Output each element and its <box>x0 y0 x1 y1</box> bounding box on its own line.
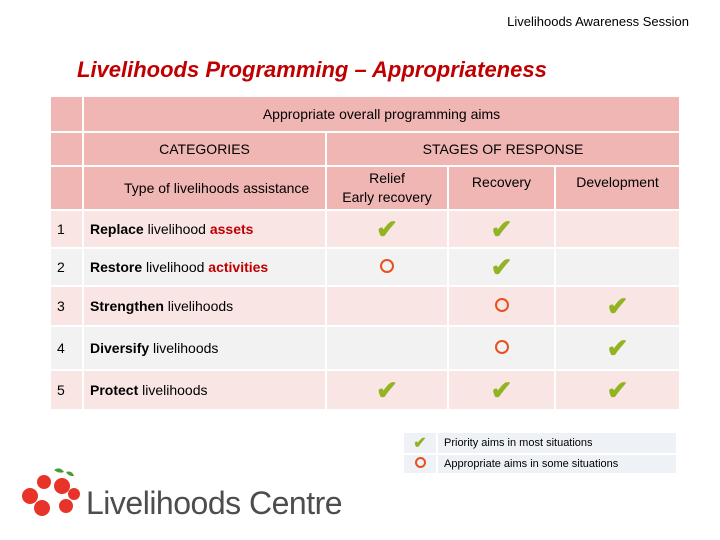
category-verb: Protect <box>90 382 139 398</box>
legend-tick-cell <box>404 433 436 453</box>
category-highlight: activities <box>208 259 269 275</box>
stage-cell <box>327 371 447 409</box>
categories-header: CATEGORIES <box>84 133 325 165</box>
stage-cell <box>556 211 679 247</box>
row-category <box>84 327 325 369</box>
legend-priority-label: Priority aims in most situations <box>438 433 676 453</box>
check-icon: ✔ <box>490 214 513 244</box>
row-category <box>84 249 325 285</box>
category-text: livelihood <box>143 221 210 237</box>
table-row <box>51 211 679 247</box>
row-number: 5 <box>51 371 82 409</box>
legend-appropriate-label: Appropriate aims in some situations <box>438 455 676 473</box>
logo-text: Livelihoods Centre <box>86 485 343 521</box>
type-header: Type of livelihoods assistance <box>84 167 325 209</box>
check-icon: ✔ <box>490 252 513 282</box>
stage-cell <box>449 327 554 369</box>
circle-icon <box>415 457 426 468</box>
row-number: 2 <box>51 249 82 285</box>
row-number: 1 <box>51 211 82 247</box>
check-icon: ✔ <box>490 375 513 405</box>
row-category <box>84 287 325 325</box>
category-verb: Replace <box>90 221 144 237</box>
stage-cell <box>449 211 554 247</box>
stage-development-header: Development <box>556 167 679 209</box>
row-number: 4 <box>51 327 82 369</box>
stage-cell <box>556 249 679 285</box>
row-number: 3 <box>51 287 82 325</box>
category-verb: Diversify <box>90 340 150 356</box>
check-icon: ✔ <box>606 291 629 321</box>
category-text: livelihood <box>142 259 209 275</box>
table-row <box>51 287 679 325</box>
stage-relief-header <box>327 167 447 209</box>
category-text: livelihoods <box>163 298 234 314</box>
aims-header: Appropriate overall programming aims <box>84 97 679 131</box>
check-icon: ✔ <box>606 375 629 405</box>
stage-cell <box>327 287 447 325</box>
session-label: Livelihoods Awareness Session <box>507 14 689 29</box>
stage-cell <box>327 327 447 369</box>
circle-icon <box>380 259 394 273</box>
table-row <box>51 327 679 369</box>
corner-cell <box>51 133 82 165</box>
stage-relief-label: Relief <box>369 170 405 186</box>
circle-icon <box>495 298 509 312</box>
legend <box>402 431 678 475</box>
stage-cell <box>449 371 554 409</box>
check-icon: ✔ <box>606 333 629 363</box>
row-category <box>84 371 325 409</box>
stage-cell <box>556 371 679 409</box>
category-verb: Restore <box>90 259 143 275</box>
appropriateness-table <box>49 95 681 411</box>
circle-icon <box>495 340 509 354</box>
stage-recovery-header: Recovery <box>449 167 554 209</box>
stage-cell <box>327 249 447 285</box>
stage-cell <box>556 327 679 369</box>
row-category <box>84 211 325 247</box>
check-icon: ✔ <box>376 375 398 405</box>
category-text: livelihoods <box>138 382 208 398</box>
check-icon: ✔ <box>413 435 427 452</box>
check-icon: ✔ <box>376 214 398 244</box>
corner-cell <box>51 167 82 209</box>
stages-header: STAGES OF RESPONSE <box>327 133 679 165</box>
category-highlight: assets <box>209 221 254 237</box>
stage-cell <box>449 249 554 285</box>
category-text: livelihoods <box>149 340 219 356</box>
stage-early-label: Early recovery <box>342 189 432 205</box>
stage-cell <box>327 211 447 247</box>
stage-cell <box>556 287 679 325</box>
page-title: Livelihoods Programming – Appropriateness <box>77 57 547 82</box>
category-verb: Strengthen <box>90 298 164 314</box>
stage-cell <box>449 287 554 325</box>
legend-ring-cell <box>404 455 436 473</box>
table-row <box>51 249 679 285</box>
table-row <box>51 371 679 409</box>
corner-cell <box>51 97 82 131</box>
